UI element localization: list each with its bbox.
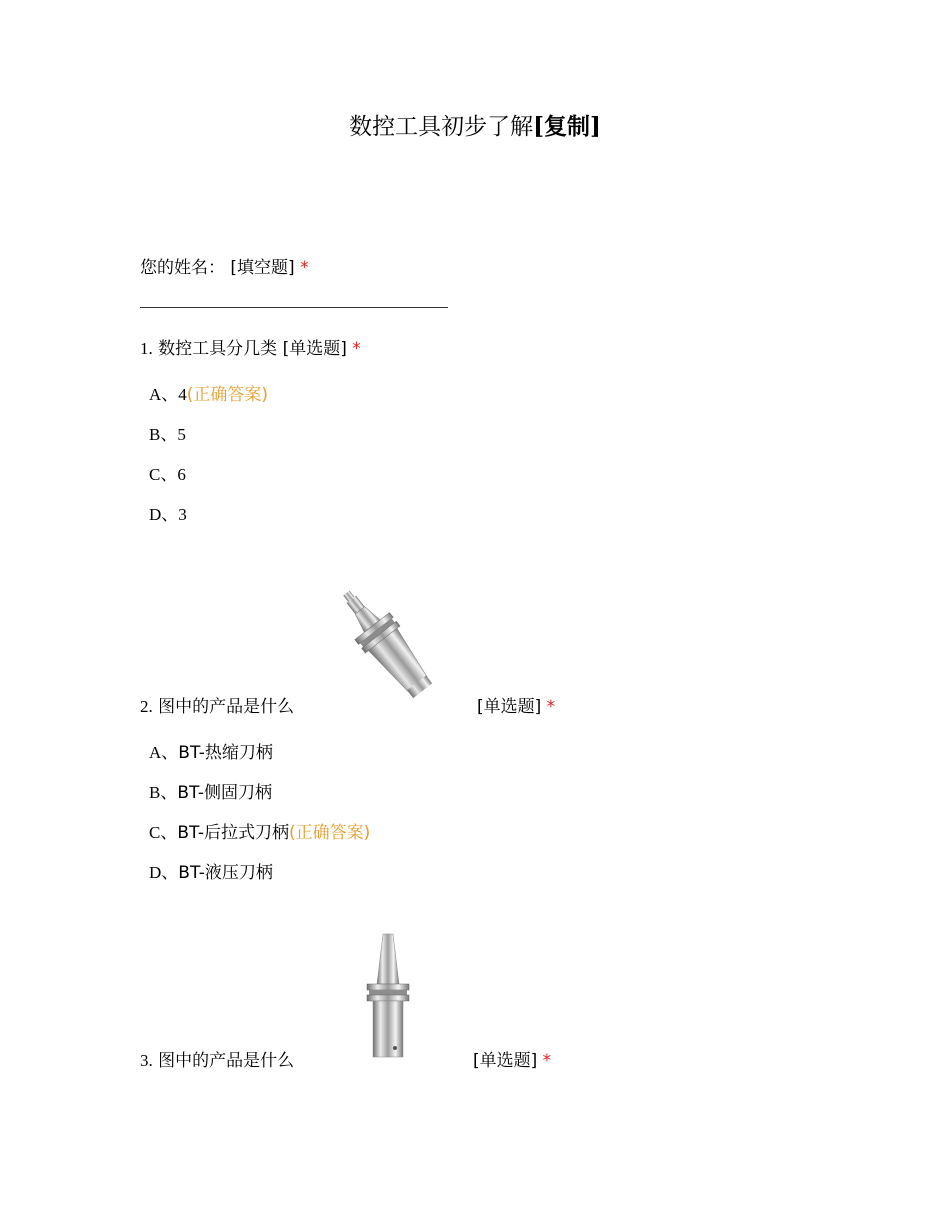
q1-option-c[interactable] (149, 460, 186, 485)
tool-holder-vertical-image (355, 930, 455, 1065)
option-text: BT-热缩刀柄 (178, 743, 273, 763)
question-text: 数控工具分几类 (158, 339, 278, 359)
name-question-label: 您的姓名： (140, 258, 225, 278)
option-letter: C、 (149, 465, 178, 484)
question-3 (140, 1046, 294, 1071)
option-letter: C、 (149, 823, 178, 842)
option-text: BT-液压刀柄 (178, 863, 273, 883)
question-type: [单选题] (282, 339, 347, 359)
question-1 (140, 334, 361, 359)
q1-option-b[interactable] (149, 420, 186, 445)
option-text: 3 (178, 505, 187, 524)
name-question (140, 253, 309, 278)
question-number: 1. (140, 339, 153, 358)
page-title (0, 108, 950, 141)
correct-answer-mark: (正确答案) (186, 385, 269, 405)
required-marker: * (352, 339, 361, 359)
question-3-meta (473, 1046, 551, 1071)
question-2-meta (477, 692, 555, 717)
option-text: 4 (178, 385, 187, 404)
name-answer-line[interactable] (140, 307, 448, 308)
name-question-type: [填空题] (230, 258, 295, 278)
required-marker: * (300, 258, 309, 278)
required-marker: * (546, 697, 556, 717)
tool-holder-angled-image (325, 583, 455, 708)
question-type: [单选题] (473, 1051, 538, 1071)
required-marker: * (542, 1051, 552, 1071)
question-number: 3. (140, 1051, 153, 1070)
option-letter: D、 (149, 505, 179, 524)
option-letter: A、 (149, 743, 179, 762)
option-text: BT-后拉式刀柄 (177, 823, 289, 843)
q1-option-d[interactable] (149, 500, 187, 525)
question-2 (140, 692, 294, 717)
option-letter: B、 (149, 783, 178, 802)
correct-answer-mark: (正确答案) (288, 823, 371, 843)
q2-option-d[interactable] (149, 858, 273, 883)
q2-option-b[interactable] (149, 778, 272, 803)
q2-option-a[interactable] (149, 738, 273, 763)
q2-option-c[interactable] (149, 818, 370, 843)
option-text: BT-侧固刀柄 (177, 783, 272, 803)
option-letter: B、 (149, 425, 178, 444)
option-text: 5 (177, 425, 186, 444)
page-title-text: 数控工具初步了解 (349, 114, 534, 140)
option-text: 6 (177, 465, 186, 484)
question-text: 图中的产品是什么 (158, 697, 295, 717)
q1-option-a[interactable] (149, 380, 268, 405)
option-letter: A、 (149, 385, 179, 404)
question-text: 图中的产品是什么 (158, 1051, 295, 1071)
question-number: 2. (140, 697, 153, 716)
question-type: [单选题] (477, 697, 542, 717)
option-letter: D、 (149, 863, 179, 882)
page-title-suffix: [复制] (533, 113, 601, 140)
